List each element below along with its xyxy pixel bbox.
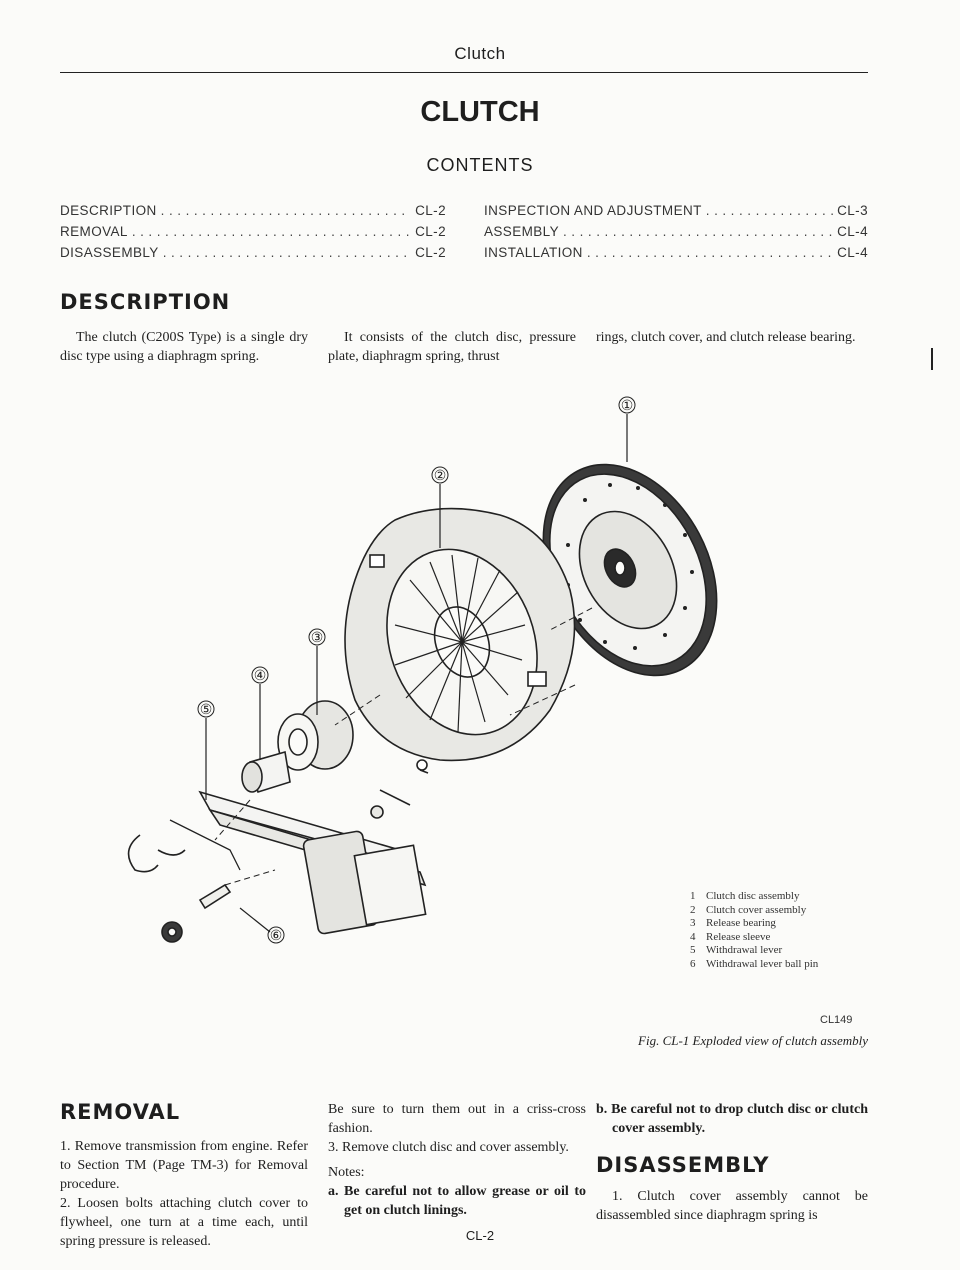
description-col1: The clutch (C200S Type) is a single dry disc type using a diaphragm spring. (60, 330, 308, 364)
legend-label: Withdrawal lever (706, 944, 783, 956)
legend-number: 2 (690, 903, 696, 916)
description-col3: rings, clutch cover, and clutch release bearing. (596, 330, 856, 345)
toc-entry[interactable] (60, 200, 446, 221)
toc-left (60, 200, 446, 263)
removal-step-2: 2. Loosen bolts attaching clutch cover to flywheel, one turn at a time each, until spring pressure is released. (60, 1196, 308, 1249)
callout-5: ⑤ (199, 703, 213, 718)
removal-heading: REMOVAL (60, 1100, 181, 1124)
toc-label: REMOVAL (60, 224, 128, 239)
removal-col3 (596, 1100, 868, 1138)
figure-legend (690, 890, 890, 971)
legend-label: Release sleeve (706, 930, 771, 943)
legend-label: Clutch cover assembly (706, 903, 807, 916)
removal-step-1: 1. Remove transmission from engine. Refer to Section TM (Page TM-3) for Removal procedure. (60, 1139, 308, 1192)
figure-code: CL149 (820, 1014, 853, 1026)
legend-item (690, 944, 890, 958)
contents-title: CONTENTS (426, 155, 534, 175)
toc-leader (706, 200, 833, 221)
toc-label: ASSEMBLY (484, 224, 559, 239)
toc-page: CL-2 (415, 203, 446, 218)
toc-page: CL-4 (837, 224, 868, 239)
page-number: CL-2 (465, 1228, 495, 1243)
note-a: a. Be careful not to allow grease or oil to get on clutch linings. (328, 1184, 586, 1218)
removal-step-3: 3. Remove clutch disc and cover assembly. (328, 1140, 569, 1155)
notes-label: Notes: (328, 1165, 365, 1180)
toc-page: CL-2 (415, 245, 446, 260)
bolt-illustration (371, 760, 428, 818)
toc-label: DESCRIPTION (60, 203, 157, 218)
description-col2: It consists of the clutch disc, pressure plate, diaphragm spring, thrust (328, 330, 576, 364)
legend-label: Release bearing (706, 917, 776, 929)
callout-2: ② (433, 469, 447, 484)
legend-item (690, 917, 890, 931)
margin-mark (931, 348, 933, 370)
removal-step-2-continued: Be sure to turn them out in a criss-cross fashion. (328, 1102, 586, 1136)
toc-entry[interactable] (60, 242, 446, 263)
legend-label: Clutch disc assembly (706, 890, 800, 902)
disassembly-heading: DISASSEMBLY (596, 1153, 770, 1177)
description-heading: DESCRIPTION (60, 290, 231, 314)
clutch-exploded-diagram (80, 380, 740, 960)
toc-leader (587, 242, 833, 263)
withdrawal-lever-illustration (200, 792, 426, 934)
toc-page: CL-4 (837, 245, 868, 260)
toc-entry[interactable] (484, 221, 868, 242)
toc-label: INSTALLATION (484, 245, 583, 260)
toc-entry[interactable] (484, 242, 868, 263)
toc-leader (161, 200, 411, 221)
ball-pin-illustration (162, 885, 230, 942)
callout-6: ⑥ (269, 929, 283, 944)
legend-item (690, 904, 890, 918)
toc-label: INSPECTION AND ADJUSTMENT (484, 203, 702, 218)
removal-col2 (328, 1100, 586, 1220)
callout-3: ③ (310, 631, 324, 646)
running-header: Clutch (454, 44, 506, 63)
legend-label: Withdrawal lever ball pin (706, 957, 819, 970)
toc-entry[interactable] (484, 200, 868, 221)
toc-page: CL-2 (415, 224, 446, 239)
callout-4: ④ (253, 669, 267, 684)
callout-1: ① (620, 399, 634, 414)
release-sleeve-illustration (242, 752, 290, 792)
page-title: CLUTCH (420, 96, 540, 128)
toc-page: CL-3 (837, 203, 868, 218)
legend-number: 6 (690, 957, 696, 970)
retainer-spring-illustration (129, 820, 240, 872)
toc-leader (163, 242, 411, 263)
toc-leader (563, 221, 833, 242)
legend-item (690, 958, 890, 972)
toc-leader (132, 221, 411, 242)
legend-item (690, 890, 890, 904)
release-bearing-illustration (278, 701, 353, 770)
toc-entry[interactable] (60, 221, 446, 242)
note-b: b. Be careful not to drop clutch disc or clutch cover assembly. (596, 1102, 868, 1136)
disassembly-text: 1. Clutch cover assembly cannot be disassembled since diaphragm spring is (596, 1189, 868, 1223)
toc-right (484, 200, 868, 263)
clutch-cover-illustration (345, 509, 575, 761)
legend-item (690, 931, 890, 945)
figure-caption: Fig. CL-1 Exploded view of clutch assembly (638, 1033, 868, 1048)
legend-number: 1 (690, 890, 696, 902)
legend-number: 3 (690, 917, 696, 929)
header-rule (60, 72, 868, 73)
legend-number: 4 (690, 930, 696, 943)
legend-number: 5 (690, 944, 696, 956)
toc-label: DISASSEMBLY (60, 245, 159, 260)
